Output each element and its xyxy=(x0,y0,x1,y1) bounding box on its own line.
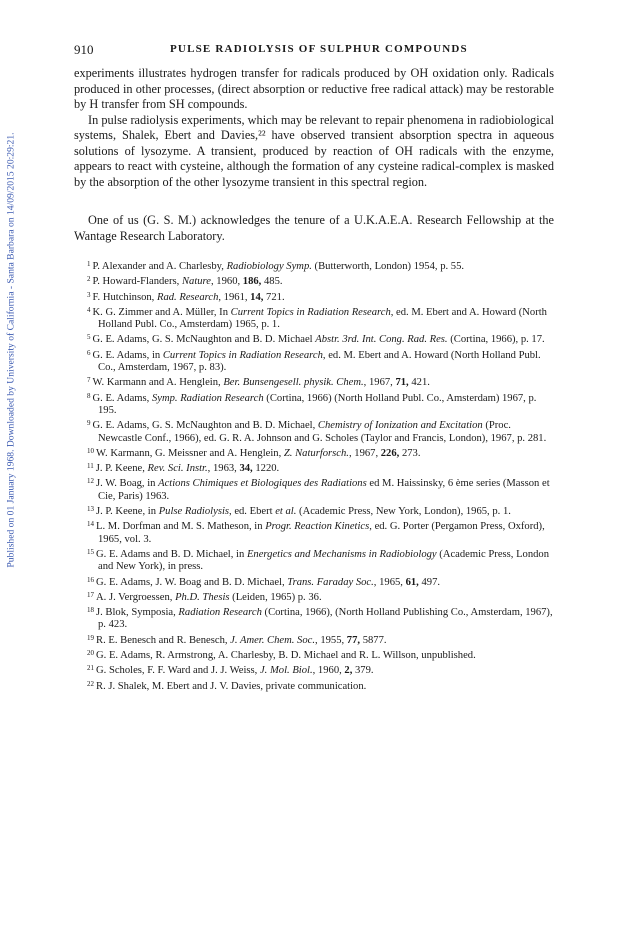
reference-number: 21 xyxy=(87,664,94,673)
reference-item: $^{16}$ G. E. Adams, J. W. Boag and B. D. Michael, Trans. Faraday Soc., 1965, 61, 497. xyxy=(87,575,441,588)
reference-number: 2 xyxy=(87,275,91,284)
reference-number: 22 xyxy=(87,679,94,688)
reference-item: $^7$ W. Karmann and A. Henglein, Ber. Bunsengesell. physik. Chem., 1967, 71, 421. xyxy=(87,376,430,389)
reference-item: $^{15}$ G. E. Adams and B. D. Michael, in Energetics and Mechanisms in Radiobiology (Academic Press, London and New York), in press. xyxy=(87,547,550,573)
running-title: PULSE RADIOLYSIS OF SULPHUR COMPOUNDS xyxy=(170,43,468,55)
page-body xyxy=(74,66,554,693)
reference-item: $^8$ G. E. Adams, Symp. Radiation Research (Cortina, 1966) (North Holland Publ. Co., Amsterdam) 1967, p. 195. xyxy=(87,391,537,416)
reference-item: $^3$ F. Hutchinson, Rad. Research, 1961, 14, 721. xyxy=(87,290,285,303)
reference-item: $^{13}$ J. P. Keene, in Pulse Radiolysis, ed. Ebert et al. (Academic Press, New York, London), 1965, p. 1. xyxy=(87,505,511,518)
acknowledgement: One of us (G. S. M.) acknowledges the tenure of a U.K.A.E.A. Research Fellowship at the Wantage Research Laboratory. xyxy=(74,213,554,243)
reference-item: $^{12}$ J. W. Boag, in Actions Chimiques et Biologiques des Radiations ed M. Haissinsky, 6 ème series (Masson et Cie, Paris) 1963. xyxy=(87,477,550,502)
reference-number: 14 xyxy=(87,520,94,529)
reference-number: 3 xyxy=(87,290,91,299)
reference-number: 4 xyxy=(87,305,91,314)
reference-item: $^{20}$ G. E. Adams, R. Armstrong, A. Charlesby, B. D. Michael and R. L. Willson, unpublished. xyxy=(87,649,476,662)
reference-item: $^{22}$ R. J. Shalek, M. Ebert and J. V. Davies, private communication. xyxy=(87,679,367,692)
reference-item: $^{11}$ J. P. Keene, Rev. Sci. Instr., 1963, 34, 1220. xyxy=(87,462,280,475)
reference-item: $^{10}$ W. Karmann, G. Meissner and A. Henglein, Z. Naturforsch., 1967, 226, 273. xyxy=(87,446,421,459)
reference-item: $^{17}$ A. J. Vergroessen, Ph.D. Thesis (Leiden, 1965) p. 36. xyxy=(87,590,322,603)
reference-number: 17 xyxy=(87,590,94,599)
reference-item: $^1$ P. Alexander and A. Charlesby, Radiobiology Symp. (Butterworth, London) 1954, p. 55. xyxy=(87,260,465,272)
reference-number: 5 xyxy=(87,333,91,342)
reference-number: 9 xyxy=(87,419,91,428)
page-header xyxy=(74,42,554,58)
download-stamp-text: Published on 01 January 1968. Downloaded by University of California - Santa Barbara on 14/09/2015 20:29:21. xyxy=(5,132,17,568)
reference-number: 12 xyxy=(87,477,94,486)
reference-number: 10 xyxy=(87,446,94,455)
reference-number: 11 xyxy=(87,462,94,471)
reference-number: 15 xyxy=(87,547,94,556)
reference-item: $^6$ G. E. Adams, in Current Topics in Radiation Research, ed. M. Ebert and A. Howard (North Holland Publ. Co., Amsterdam, 1967, p. 83). xyxy=(87,348,541,374)
body-paragraph: experiments illustrates hydrogen transfer for radicals produced by OH oxidation only. Radicals produced in other processes, (direct absorption or reductive free radical attack) may be restorable by H transfer from SH compounds. xyxy=(74,66,554,111)
reference-number: 19 xyxy=(87,633,94,642)
reference-item: $^{14}$ L. M. Dorfman and M. S. Matheson, in Progr. Reaction Kinetics, ed. G. Porter (Pergamon Press, Oxford), 1965, vol. 3. xyxy=(87,520,545,545)
reference-item: $^4$ K. G. Zimmer and A. Müller, In Current Topics in Radiation Research, ed. M. Ebert and A. Howard (North Holland Publ. Co., Amsterdam) 1965, p. 1. xyxy=(87,305,547,331)
reference-number: 8 xyxy=(87,391,91,400)
page-number: 910 xyxy=(74,42,94,57)
reference-number: 1 xyxy=(87,260,91,268)
reference-item: $^5$ G. E. Adams, G. S. McNaughton and B. D. Michael Abstr. 3rd. Int. Cong. Rad. Res. (Cortina, 1966), p. 17. xyxy=(87,333,545,346)
reference-number: 13 xyxy=(87,505,94,514)
reference-number: 16 xyxy=(87,575,94,584)
reference-number: 6 xyxy=(87,348,91,357)
reference-item: $^{19}$ R. E. Benesch and R. Benesch, J. Amer. Chem. Soc., 1955, 77, 5877. xyxy=(87,633,387,646)
reference-number: 20 xyxy=(87,649,94,658)
reference-item: $^{18}$ J. Blok, Symposia, Radiation Research (Cortina, 1966), (North Holland Publishing Co., Amsterdam, 1967), p. 423. xyxy=(87,606,553,631)
reference-item: $^{21}$ G. Scholes, F. F. Ward and J. J. Weiss, J. Mol. Biol., 1960, 2, 379. xyxy=(87,664,374,677)
reference-item: $^2$ P. Howard-Flanders, Nature, 1960, 186, 485. xyxy=(87,275,283,288)
reference-item: $^9$ G. E. Adams, G. S. McNaughton and B. D. Michael, Chemistry of Ionization and Excitation (Proc. Newcastle Conf., 1966), ed. G. R. A. Johnson and G. Scholes (Taylor and Francis, London), 1967, p. 281. xyxy=(87,419,547,444)
reference-number: 7 xyxy=(87,376,91,385)
download-stamp xyxy=(4,90,18,610)
body-paragraph: In pulse radiolysis experiments, which may be relevant to repair phenomena in radiobiological systems, Shalek, Ebert and Davies,²² have observed transient absorption spectra in aqueous solutions of lysozyme. A transient, produced by reaction of OH radicals with the enzyme, appears to react with cysteine, although the formation of any cysteine radical-complex is masked by the absorption of the other lysozyme transient in this spectral region. xyxy=(74,112,554,189)
reference-number: 18 xyxy=(87,606,94,615)
reference-list xyxy=(74,258,554,693)
